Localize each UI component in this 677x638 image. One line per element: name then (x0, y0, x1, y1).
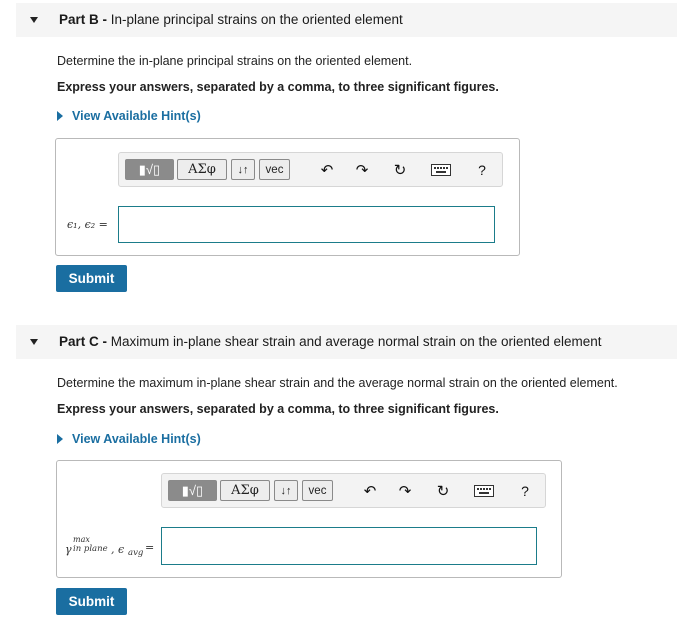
part-b-prefix: Part B - (59, 12, 108, 27)
vec-button[interactable]: vec (302, 480, 333, 501)
label-gamma: γ (65, 543, 72, 556)
part-b-hint-link[interactable] (57, 109, 201, 123)
collapse-caret-icon[interactable] (30, 17, 38, 23)
answer-input-b[interactable] (118, 206, 495, 243)
label-avg: avg (128, 548, 144, 558)
label-in-plane: in plane (73, 544, 108, 554)
part-b-answer-box (55, 138, 520, 256)
part-c-hint-link[interactable] (57, 432, 201, 446)
reset-icon[interactable]: ↻ (436, 482, 450, 500)
collapse-caret-icon[interactable] (30, 339, 38, 345)
part-b-description: Determine the in-plane principal strains on the oriented element. (57, 54, 413, 68)
answer-label-gamma-eavg (65, 535, 160, 565)
part-b-header[interactable] (16, 3, 677, 37)
keyboard-icon[interactable] (473, 480, 495, 501)
hint-label: View Available Hint(s) (72, 432, 201, 446)
label-equals: = (145, 541, 155, 554)
part-b-title (59, 12, 403, 27)
redo-icon[interactable]: ↷ (355, 161, 369, 179)
part-b-title-text: In-plane principal strains on the oriented element (110, 12, 403, 27)
label-max: max (73, 535, 90, 544)
greek-button[interactable]: ΑΣφ (177, 159, 227, 180)
label-eps: , ϵ (111, 543, 125, 556)
hint-label: View Available Hint(s) (72, 109, 201, 123)
reset-icon[interactable]: ↻ (393, 161, 407, 179)
part-c-description: Determine the maximum in-plane shear strain and the average normal strain on the oriented element. (57, 376, 618, 390)
math-toolbar (161, 473, 546, 508)
templates-button[interactable]: ▮√▯ (125, 159, 174, 180)
hint-caret-icon (57, 111, 63, 121)
templates-button[interactable]: ▮√▯ (168, 480, 217, 501)
part-c-title (59, 334, 602, 349)
hint-caret-icon (57, 434, 63, 444)
answer-label-e1-e2: ϵ₁, ϵ₂ = (67, 218, 108, 231)
help-icon[interactable]: ? (521, 482, 529, 499)
greek-button[interactable]: ΑΣφ (220, 480, 270, 501)
answer-input-c[interactable] (161, 527, 537, 565)
arrows-button[interactable]: ↓↑ (231, 159, 255, 180)
undo-icon[interactable]: ↶ (363, 482, 377, 500)
part-c-header[interactable] (16, 325, 677, 359)
submit-button-c[interactable]: Submit (56, 588, 127, 615)
vec-button[interactable]: vec (259, 159, 290, 180)
keyboard-icon[interactable] (430, 159, 452, 180)
part-c-prefix: Part C - (59, 334, 108, 349)
undo-icon[interactable]: ↶ (320, 161, 334, 179)
part-c-answer-box (56, 460, 562, 578)
math-toolbar (118, 152, 503, 187)
submit-button-b[interactable]: Submit (56, 265, 127, 292)
part-b-instruction: Express your answers, separated by a comma, to three significant figures. (57, 80, 499, 94)
redo-icon[interactable]: ↷ (398, 482, 412, 500)
part-c-instruction: Express your answers, separated by a comma, to three significant figures. (57, 402, 499, 416)
part-c-title-text: Maximum in-plane shear strain and average normal strain on the oriented element (110, 334, 602, 349)
arrows-button[interactable]: ↓↑ (274, 480, 298, 501)
help-icon[interactable]: ? (478, 161, 486, 178)
